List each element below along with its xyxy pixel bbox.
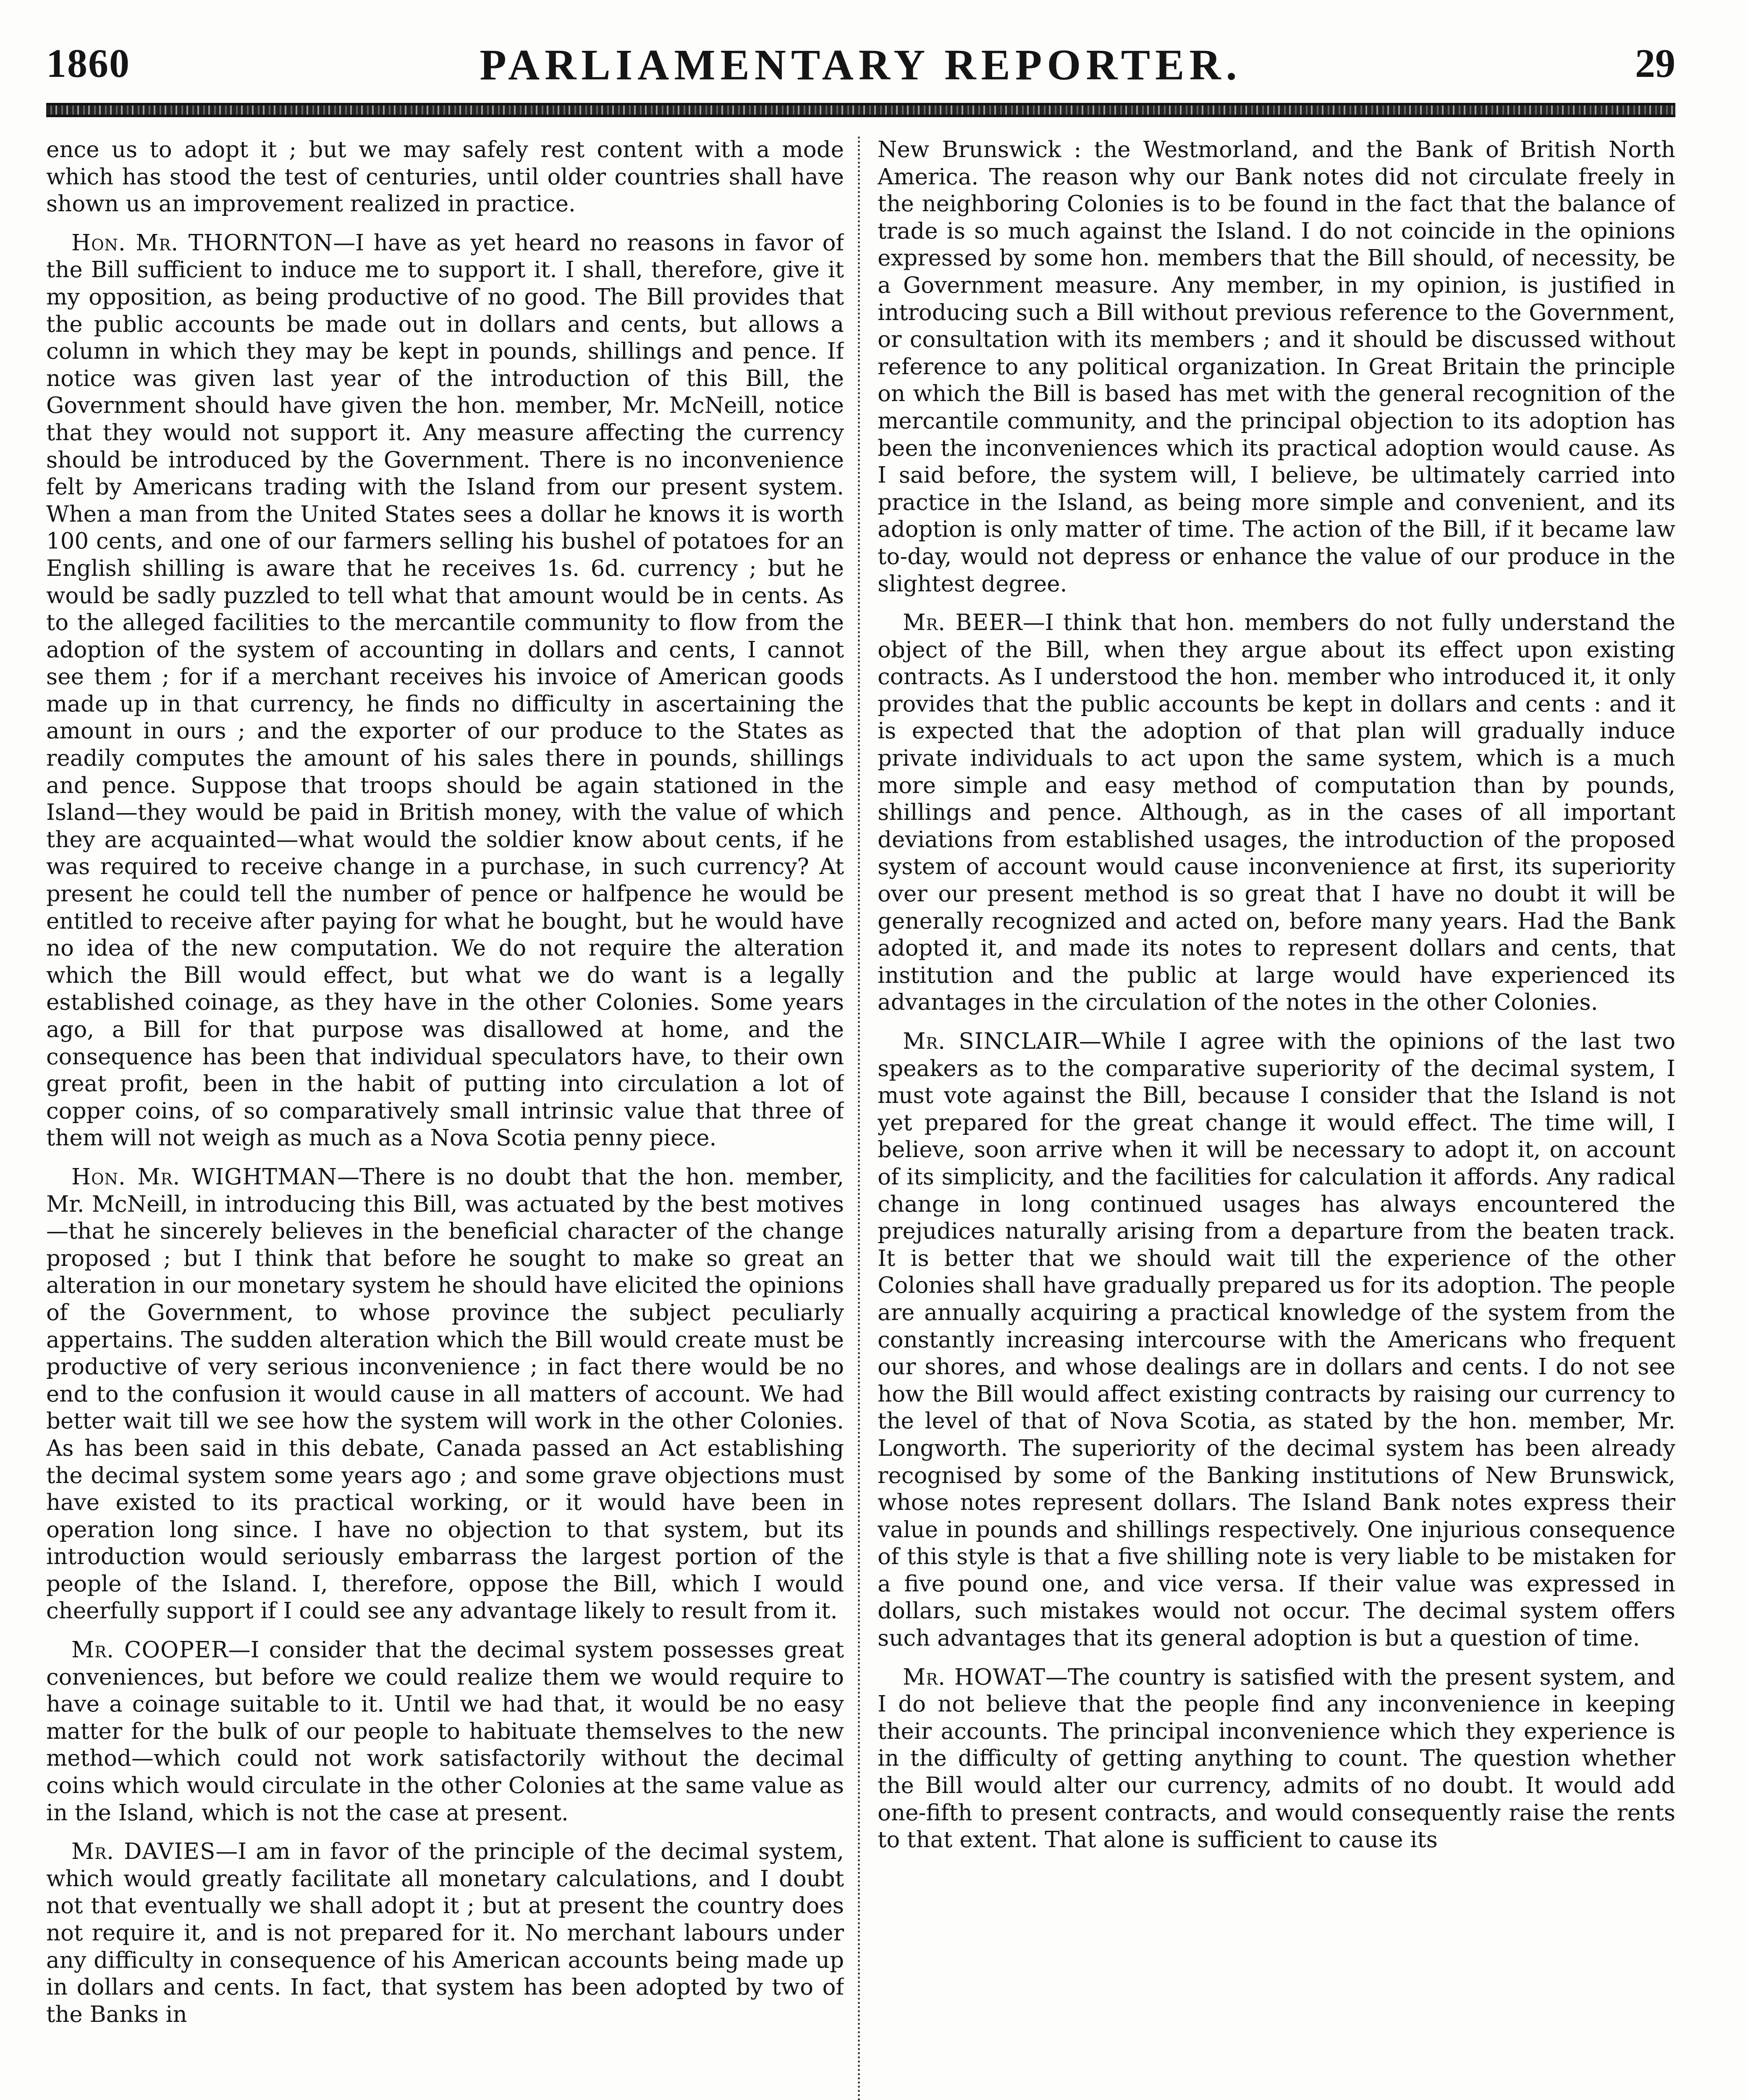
- speaker-name: Mr. HOWAT: [903, 1664, 1046, 1690]
- paragraph-text: New Brunswick : the Westmorland, and the Bank of British North America. The reason why our Bank notes did not circulate freely in the neighboring Colonies is to be found in the fact that the balance of trade is so much against the Island. I do not coincide in the opinions expressed by some hon. members that the Bill should, of necessity, be a Government measure. Any member, in my opinion, is justified in introducing such a Bill without previous reference to the Government, or consultation with its members ; and it should be discussed without reference to any political organization. In Great Britain the principle on which the Bill is based has met with the general recognition of the mercantile community, and the principal objection to its adoption has been the inconveniences which its practical adoption would cause. As I said before, the system will, I believe, be ultimately carried into practice in the Island, as being more simple and convenient, and its adoption is only matter of time. The action of the Bill, if it became law to-day, would not depress or enhance the value of our produce in the slightest degree.: [878, 137, 1675, 597]
- column-divider: [858, 136, 860, 2100]
- paragraph-text: —I am in favor of the principle of the decimal system, which would greatly facilitate all monetary calculations, and I doubt not that eventually we shall adopt it ; but at present the country does not require it, and is not prepared for it. No merchant labours under any difficulty in consequence of his American accounts being made up in dollars and cents. In fact, that system has been adopted by two of the Banks in: [46, 1839, 844, 2027]
- header-ornamental-rule: [46, 103, 1675, 117]
- header-page-number: 29: [1635, 41, 1675, 86]
- left-column: [46, 136, 844, 2100]
- paragraph: [46, 230, 844, 1152]
- page-header: [46, 40, 1675, 99]
- paragraph-text: —While I agree with the opinions of the last two speakers as to the comparative superiority of the decimal system, I must vote against the Bill, because I consider that the Island is not yet prepared for the great change it would effect. The time will, I believe, soon arrive when it will be necessary to adopt it, on account of its simplicity, and the facilities for calculation it affords. Any radical change in long continued usages has always encountered the prejudices naturally arising from a departure from the beaten track. It is better that we should wait till the experience of the other Colonies shall have gradually prepared us for its adoption. The people are annually acquiring a practical knowledge of the system from the constantly increasing intercourse with the Americans who frequent our shores, and whose dealings are in dollars and cents. I do not see how the Bill would affect existing contracts by raising our currency to the level of that of Nova Scotia, as stated by the hon. member, Mr. Longworth. The superiority of the decimal system has been already recognised by some of the Banking institutions of New Brunswick, whose notes represent dollars. The Island Bank notes express their value in pounds and shillings respectively. One injurious consequence of this style is that a five shilling note is very liable to be mistaken for a five pound one, and vice versa. If their value was expressed in dollars, such mistakes would not occur. The decimal system offers such advantages that its general adoption is but a question of time.: [878, 1029, 1675, 1651]
- header-year: 1860: [46, 41, 130, 86]
- paragraph: [46, 1838, 844, 2028]
- paragraph: [878, 136, 1675, 598]
- paragraph-text: —The country is satisfied with the present system, and I do not believe that the people find any inconvenience in keeping their accounts. The principal inconvenience which they experience is in the difficulty of getting anything to count. The question whether the Bill would alter our currency, admits of no doubt. It would add one-fifth to present contracts, and would consequently raise the rents to that extent. That alone is sufficient to cause its: [878, 1664, 1675, 1853]
- speaker-name: Hon. Mr. THORNTON: [71, 230, 333, 256]
- speaker-name: Mr. BEER: [903, 610, 1023, 636]
- paragraph: [46, 136, 844, 218]
- right-column: [878, 136, 1675, 2100]
- paragraph-text: —There is no doubt that the hon. member, Mr. McNeill, in introducing this Bill, was actuated by the best motives—that he sincerely believes in the beneficial character of the change proposed ; but I think that before he sought to make so great an alteration in our monetary system he should have elicited the opinions of the Government, to whose province the subject peculiarly appertains. The sudden alteration which the Bill would create must be productive of very serious inconvenience ; in fact there would be no end to the confusion it would cause in all matters of account. We had better wait till we see how the system will work in the other Colonies. As has been said in this debate, Canada passed an Act establishing the decimal system some years ago ; and some grave objections must have existed to its practical working, or it would have been in operation long since. I have no objection to that system, but its introduction would seriously embarrass the largest portion of the people of the Island. I, therefore, oppose the Bill, which I would cheerfully support if I could see any advantage likely to result from it.: [46, 1164, 844, 1624]
- paragraph: [46, 1164, 844, 1625]
- paragraph-text: ence us to adopt it ; but we may safely rest content with a mode which has stood the test of centuries, until older countries shall have shown us an improvement realized in practice.: [46, 137, 844, 217]
- paragraph-text: —I consider that the decimal system possesses great conveniences, but before we could realize them we would require to have a coinage suitable to it. Until we had that, it would be no easy matter for the bulk of our people to habituate themselves to the new method—which could not work satisfactorily without the decimal coins which would circulate in the other Colonies at the same value as in the Island, which is not the case at present.: [46, 1637, 844, 1826]
- paragraph: [46, 1637, 844, 1827]
- paragraph: [878, 609, 1675, 1016]
- paragraph: [878, 1028, 1675, 1652]
- paragraph-text: —I think that hon. members do not fully understand the object of the Bill, when they argue about its effect upon existing contracts. As I understood the hon. member who introduced it, it only provides that the public accounts be kept in dollars and cents : and it is expected that the adoption of that plan will gradually induce private individuals to act upon the same system, which is a much more simple and easy method of computation than by pounds, shillings and pence. Although, as in the cases of all important deviations from established usages, the introduction of the proposed system of account would cause inconvenience at first, its superiority over our present method is so great that I have no doubt it will be generally recognized and acted on, before many years. Had the Bank adopted it, and made its notes to represent dollars and cents, that institution and the public at large would have experienced its advantages in the circulation of the notes in the other Colonies.: [878, 610, 1675, 1016]
- header-title: PARLIAMENTARY REPORTER.: [480, 41, 1242, 89]
- speaker-name: Mr. COOPER: [71, 1637, 228, 1663]
- paragraph: [878, 1664, 1675, 1854]
- speaker-name: Mr. DAVIES: [71, 1839, 216, 1865]
- paragraph-text: —I have as yet heard no reasons in favor of the Bill sufficient to induce me to support it. I shall, therefore, give it my opposition, as being productive of no good. The Bill provides that the public accounts be made out in dollars and cents, but allows a column in which they may be kept in pounds, shillings and pence. If notice was given last year of the introduction of this Bill, the Government should have given the hon. member, Mr. McNeill, notice that they would not support it. Any measure affecting the currency should be introduced by the Government. There is no inconvenience felt by Americans trading with the Island from our present system. When a man from the United States sees a dollar he knows it is worth 100 cents, and one of our farmers selling his bushel of potatoes for an English shilling is aware that he receives 1s. 6d. currency ; but he would be sadly puzzled to tell what that amount would be in cents. As to the alleged facilities to the mercantile community to flow from the adoption of the system of accounting in dollars and cents, I cannot see them ; for if a merchant receives his invoice of American goods made up in that currency, he finds no difficulty in ascertaining the amount in ours ; and the exporter of our produce to the States as readily computes the amount of his sales there in pounds, shillings and pence. Suppose that troops should be again stationed in the Island—they would be paid in British money, with the value of which they are acquainted—what would the soldier know about cents, if he was required to receive change in a purchase, in such currency? At present he could tell the number of pence or halfpence he would be entitled to receive after paying for what he bought, but he would have no idea of the new computation. We do not require the alteration which the Bill would effect, but what we do want is a legally established coinage, as they have in the other Colonies. Some years ago, a Bill for that purpose was disallowed at home, and the consequence has been that individual speculators have, to their own great profit, been in the habit of putting into circulation a lot of copper coins, of so comparatively small intrinsic value that three of them will not weigh as much as a Nova Scotia penny piece.: [46, 230, 844, 1151]
- speaker-name: Hon. Mr. WIGHTMAN: [71, 1164, 337, 1190]
- speaker-name: Mr. SINCLAIR: [903, 1029, 1079, 1054]
